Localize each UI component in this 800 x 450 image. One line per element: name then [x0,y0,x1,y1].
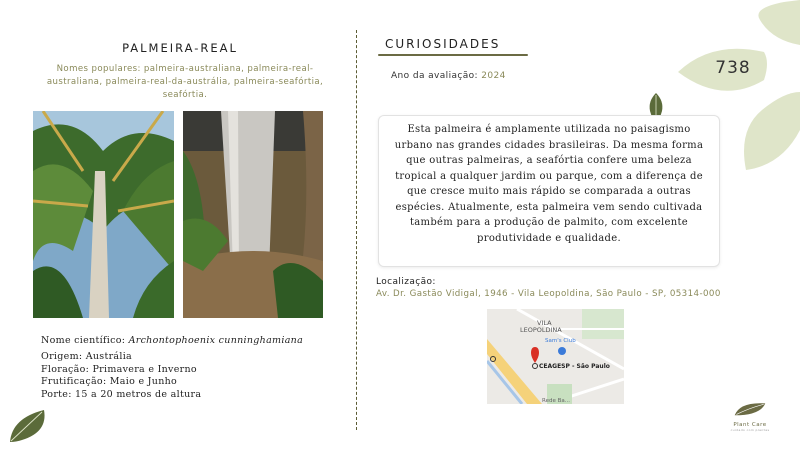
palm-canopy-photo [33,111,174,318]
logo-brand: Plant Care [733,422,767,428]
map-district: VILA [537,319,552,327]
location-map[interactable] [487,309,624,404]
year-value: 2024 [481,71,506,81]
brand-logo [728,400,772,440]
map-main-label: CEAGESP - São Paulo [539,363,610,370]
size: Porte: 15 a 20 metros de altura [41,388,202,400]
origin: Origem: Austrália [41,351,133,362]
map-bottom-label: Rede Ba... [542,398,570,404]
logo-tagline: cuidado com plantas [730,428,770,432]
curiosities-title: CURIOSIDADES [385,37,501,51]
scientific-name-line [41,335,303,346]
common-names: Nomes populares: palmeira-australiana, palmeira-real-australiana, palmeira-real-da-austrália, palmeira-seafórtia, seafórtia. [46,64,324,100]
map-district-2: LEOPOLDINA [520,326,562,334]
location-label: Localização: [376,277,436,287]
flowering: Floração: Primavera e Inverno [41,363,197,375]
logo-leaf-icon [731,400,769,417]
plant-facts [41,351,201,401]
plant-title: PALMEIRA-REAL [122,41,238,55]
year-label: Ano da avaliação: [391,71,478,81]
scientific-label: Nome científico: [41,335,126,346]
evaluation-year [391,71,506,81]
title-underline [378,54,528,56]
fruiting: Frutificação: Maio e Junho [41,376,178,388]
scientific-name: Archontophoenix cunninghamiana [128,335,304,346]
record-number: 738 [715,58,751,78]
curiosity-text: Esta palmeira é amplamente utilizada no paisagismo urbano nas grandes cidades brasileiras. Da mesma forma que outras palmeiras, a seafórtia confere uma beleza tropical a qualquer jardim ou parque, com a diferença de que cresce muito mais rápido se comparada a outras espécies. Atualmente, esta palmeira vem sendo cultivada também para a produção de palmito, com excelente produtividade e qualidade. [378,115,720,267]
map-store-label: Sam's Club [545,338,576,344]
location-address: Av. Dr. Gastão Vidigal, 1946 - Vila Leopoldina, São Paulo - SP, 05314-000 [376,289,721,299]
store-pin-icon [558,347,566,355]
leaf-icon [8,408,48,444]
palm-trunk-photo [183,111,323,318]
column-divider [356,30,357,430]
